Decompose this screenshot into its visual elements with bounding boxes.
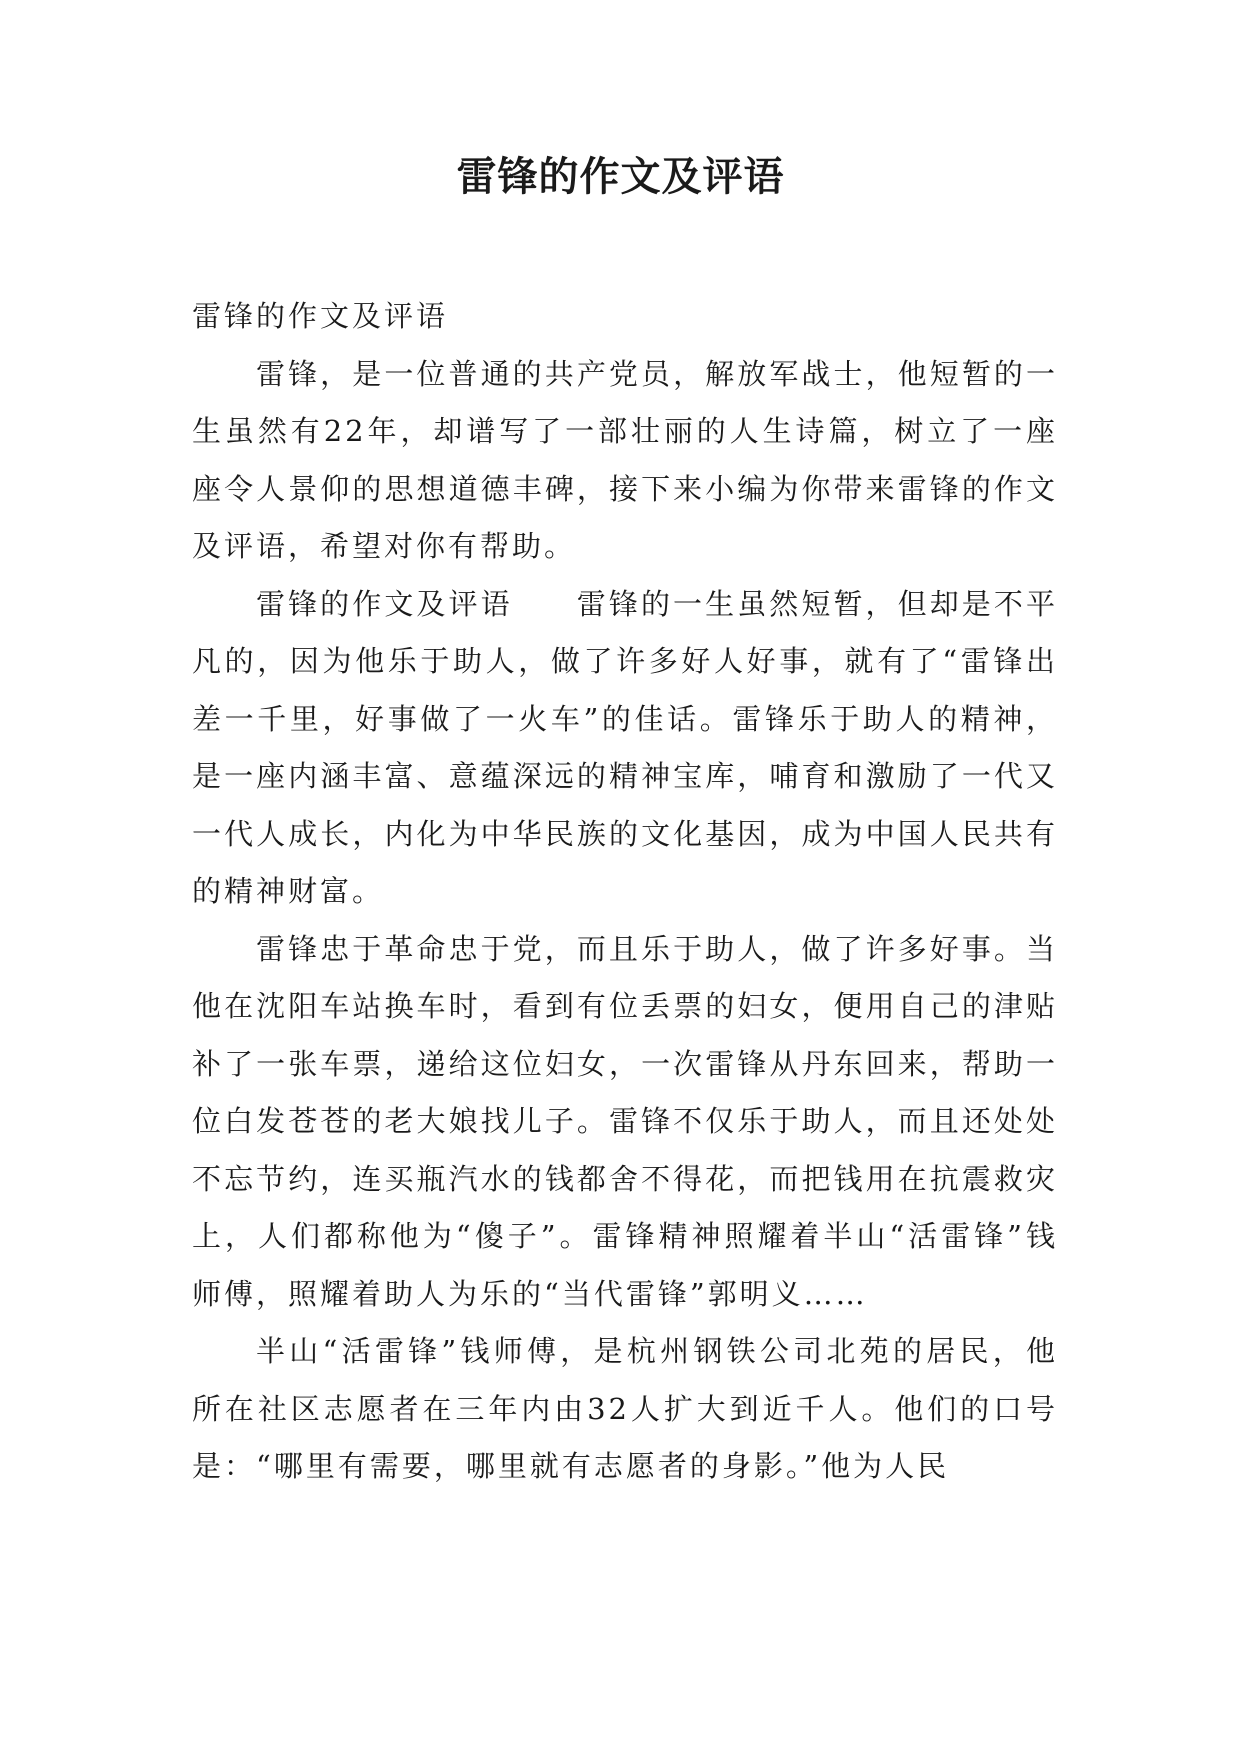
paragraph-1 xyxy=(192,346,1058,576)
paragraph-4 xyxy=(192,1323,1058,1496)
document-subheading: 雷锋的作文及评语 xyxy=(192,299,449,333)
paragraph-text: 雷锋的一生虽然短暂，但却是不平凡的，因为他乐于助人，做了许多好人好事，就有了“雷锋出差一千里，好事做了一火车”的佳话。雷锋乐于助人的精神，是一座内涵丰富、意蕴深远的精神宝库，哺育和激励了一代又一代人成长，内化为中华民族的文化基因，成为中国人民共有的精神财富。 xyxy=(192,586,1058,908)
paragraph-3 xyxy=(192,921,1058,1324)
document-body xyxy=(192,288,1058,1496)
paragraph-lead-heading: 雷锋的作文及评语 xyxy=(256,586,513,621)
document-title: 雷锋的作文及评语 xyxy=(456,154,785,200)
paragraph-text: 雷锋，是一位普通的共产党员，解放军战士，他短暂的一生虽然有22年，却谱写了一部壮丽的人生诗篇，树立了一座座令人景仰的思想道德丰碑，接下来小编为你带来雷锋的作文及评语，希望对你有帮助。 xyxy=(192,356,1058,563)
paragraph-text: 半山“活雷锋”钱师傅，是杭州钢铁公司北苑的居民，他所在社区志愿者在三年内由32人扩大到近千人。他们的口号是：“哪里有需要，哪里就有志愿者的身影。”他为人民 xyxy=(192,1334,1058,1483)
paragraph-2 xyxy=(192,576,1058,921)
paragraph-text: 雷锋忠于革命忠于党，而且乐于助人，做了许多好事。当他在沈阳车站换车时，看到有位丢票的妇女，便用自己的津贴补了一张车票，递给这位妇女，一次雷锋从丹东回来，帮助一位白发苍苍的老大娘找儿子。雷锋不仅乐于助人，而且还处处不忘节约，连买瓶汽水的钱都舍不得花，而把钱用在抗震救灾上，人们都称他为“傻子”。雷锋精神照耀着半山“活雷锋”钱师傅，照耀着助人为乐的“当代雷锋”郭明义…… xyxy=(192,931,1058,1311)
